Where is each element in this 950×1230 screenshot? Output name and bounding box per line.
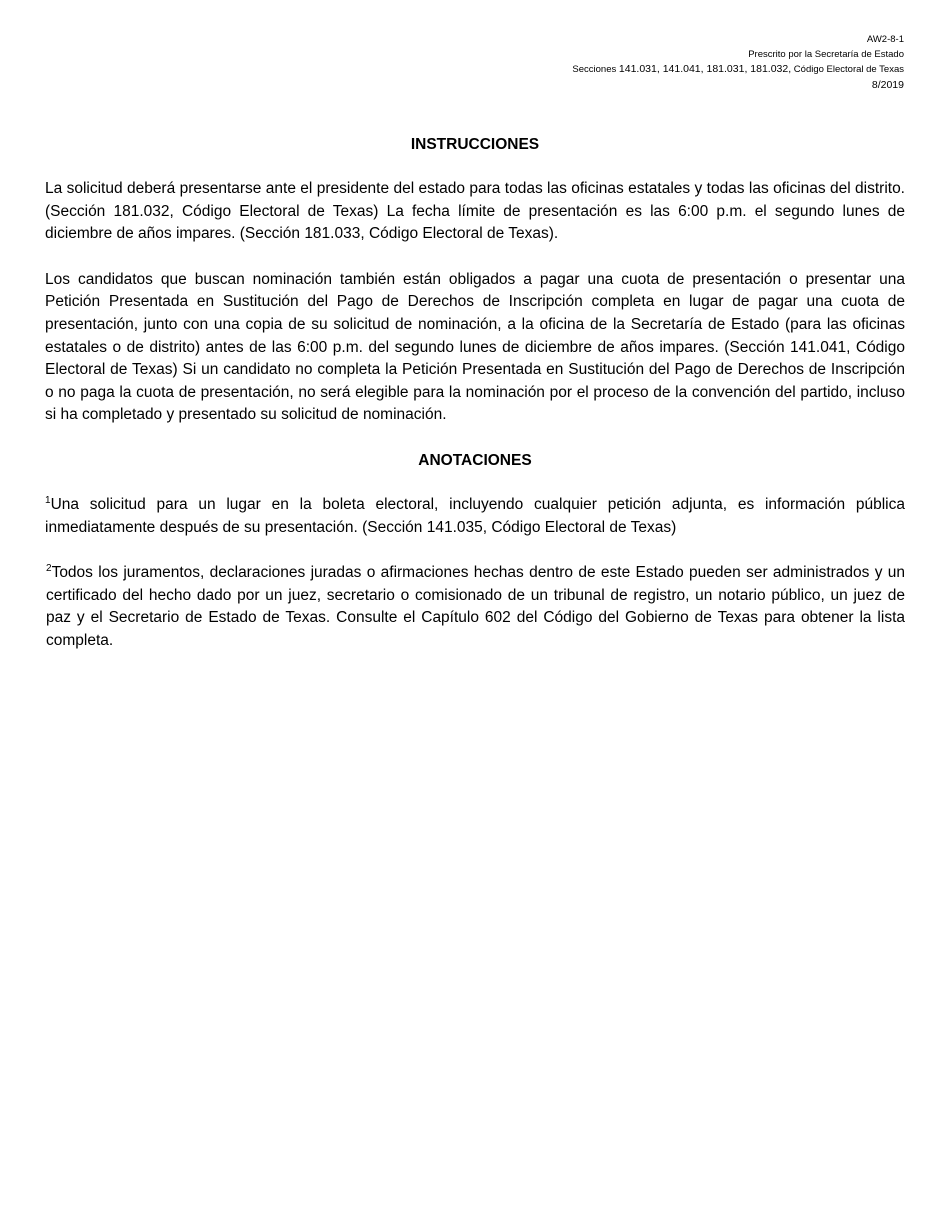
- prescribed-by: Prescrito por la Secretaría de Estado: [748, 48, 904, 60]
- annotation-text-1: Una solicitud para un lugar en la boleta electoral, incluyendo cualquier petición adjunta, es información pública inmediatamente después de su presentación. (Sección 141.035, Código Electoral de Texas): [45, 495, 905, 536]
- footnote-marker-2: 2: [46, 563, 52, 575]
- sections-prefix: Secciones: [572, 64, 617, 75]
- instructions-paragraph-2: Los candidatos que buscan nominación también están obligados a pagar una cuota de presentación o presentar una Petición Presentada en Sustitución del Pago de Derechos de Inscripción completa en lugar de pagar una cuota de presentación, junto con una copia de su solicitud de nominación, a la oficina de la Secretaría de Estado (para las oficinas estatales o de distrito) antes de las 6:00 p.m. del segundo lunes de diciembre de años impares. (Sección 141.041, Código Electoral de Texas) Si un candidato no completa la Petición Presentada en Sustitución del Pago de Derechos de Inscripción o no paga la cuota de presentación, no será elegible para la nominación por el proceso de la convención del partido, incluso si ha completado y presentado su solicitud de nominación.: [45, 270, 905, 424]
- sections-numbers: 141.031, 141.041, 181.031, 181.032,: [618, 63, 792, 75]
- footnote-marker-1: 1: [45, 494, 51, 506]
- annotation-note-1: [45, 494, 905, 539]
- annotation-text-2: Todos los juramentos, declaraciones juradas o afirmaciones hechas dentro de este Estado pueden ser administrados y un certificado del hecho dado por un juez, secretario o comisionado de un tribunal de registro, un notario público, un juez de paz y el Secretario de Estado de Texas. Consulte el Capítulo 602 del Código del Gobierno de Texas para obtener la lista completa.: [46, 564, 905, 649]
- sections-suffix: Código Electoral de Texas: [793, 64, 904, 75]
- annotation-note-2: [45, 562, 905, 652]
- instructions-paragraph-1: La solicitud deberá presentarse ante el presidente del estado para todas las oficinas estatales y todas las oficinas del distrito. (Sección 181.032, Código Electoral de Texas) La fecha límite de presentación es las 6:00 p.m. el segundo lunes de diciembre de años impares. (Sección 181.033, Código Electoral de Texas).: [45, 180, 905, 243]
- form-header: [572, 33, 904, 92]
- document-body: [45, 134, 905, 676]
- instructions-heading: INSTRUCCIONES: [410, 136, 540, 153]
- form-date: 8/2019: [871, 78, 904, 91]
- statute-sections: [572, 62, 904, 78]
- form-id: AW2-8-1: [866, 34, 904, 45]
- annotations-heading: ANOTACIONES: [418, 451, 532, 469]
